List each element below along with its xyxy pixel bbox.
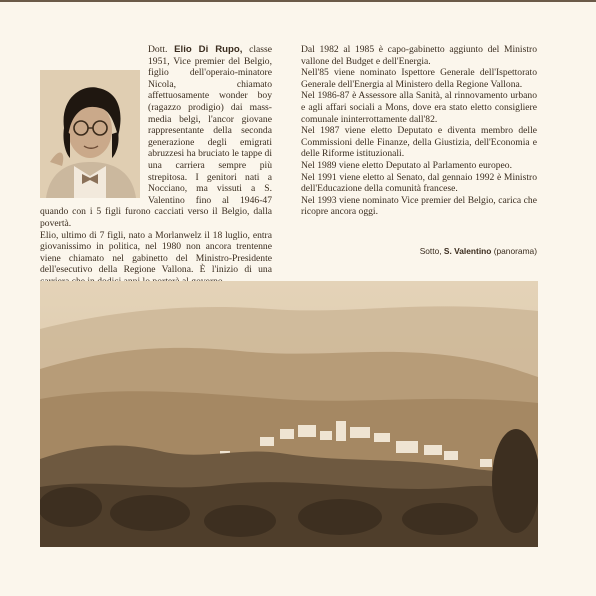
career-line-1993: Nel 1993 viene nominato Vice premier del Belgio, carica che ricopre ancora oggi. bbox=[301, 194, 537, 218]
career-line-1982: Dal 1982 al 1985 è capo-gabinetto aggiunto del Ministro vallone del Budget e dell'Energia. bbox=[301, 44, 537, 67]
panorama-photo bbox=[40, 281, 538, 547]
photo-caption: Sotto, S. Valentino (panorama) bbox=[419, 246, 537, 256]
career-line-1987: Nel 1987 viene eletto Deputato e diventa membro delle Commissioni delle Finanze, della Giustizia, dell'Economia e delle Riforme istituzionali. bbox=[301, 125, 537, 160]
biography-paragraph-2: Elio, ultimo di 7 figli, nato a Morlanwelz il 18 luglio, entra giovanissimo in politica, nel 1980 non ancora trentenne viene chiamato nel gabinetto del Ministro-Presidente dell'esecutivo della Regione Vallona. È l'inizio di una bbox=[40, 229, 272, 276]
biography-intro: Dott. Elio Di Rupo, classe 1951, Vice premier del Belgio, figlio dell'operaio-minatore Nicola, chiamato affettuosamente wonder boy (ragazzo prodigio) dai mass-media belgi, l'ancor giovane rappresentante della seconda generazione degli emigrati abruzzesi ha bruciato le tappe di una carriera sempre più strepitosa. I genitori nati a Nocciano, ma vissuti a S. Valentino fino al 1946-47 quando con i 5 figli furono cacciati verso il Belgio, dalla povertà. bbox=[40, 44, 272, 229]
career-line-1985: Nell'85 viene nominato Ispettore Generale dell'Ispettorato Generale dell'Energia al Ministero della Regione Vallona. bbox=[301, 67, 537, 90]
caption-location: S. Valentino bbox=[443, 246, 492, 256]
top-rule bbox=[0, 0, 596, 2]
career-line-1986: Nel 1986-87 è Assessore alla Sanità, al rinnovamento urbano e agli affari sociali a Mons, dove era stato eletto consigliere comunale ininterrottamente dall'82. bbox=[301, 90, 537, 125]
biography-right-column bbox=[301, 44, 537, 218]
person-name: Elio Di Rupo, bbox=[174, 44, 243, 55]
portrait-photo bbox=[40, 70, 140, 198]
biography-left-column bbox=[40, 44, 272, 287]
career-line-1989: Nel 1989 viene eletto Deputato al Parlamento europeo. bbox=[301, 159, 512, 171]
career-line-1991: Nel 1991 viene eletto al Senato, dal gennaio 1992 è Ministro dell'Educazione della comunità francese. bbox=[301, 171, 537, 195]
